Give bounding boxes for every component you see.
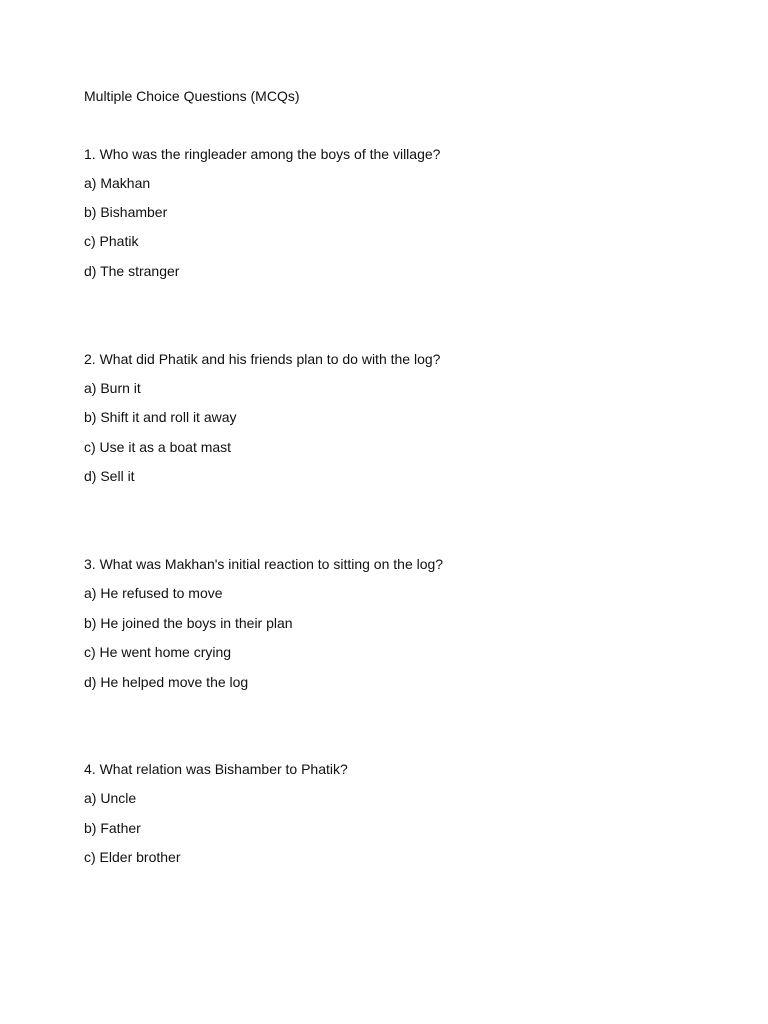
question-3-option-c: c) He went home crying xyxy=(84,644,232,660)
question-2-option-b: b) Shift it and roll it away xyxy=(84,409,237,425)
question-3-option-a: a) He refused to move xyxy=(84,585,223,601)
question-1-option-c: c) Phatik xyxy=(84,233,139,249)
question-4-option-c: c) Elder brother xyxy=(84,849,181,865)
document-title: Multiple Choice Questions (MCQs) xyxy=(84,88,300,104)
question-1-text: 1. Who was the ringleader among the boys of the village? xyxy=(84,146,441,162)
question-2-option-c: c) Use it as a boat mast xyxy=(84,439,232,455)
question-1-option-a: a) Makhan xyxy=(84,175,151,191)
question-2-text: 2. What did Phatik and his friends plan to do with the log? xyxy=(84,351,441,367)
question-3-option-b: b) He joined the boys in their plan xyxy=(84,615,293,631)
question-3-text: 3. What was Makhan's initial reaction to sitting on the log? xyxy=(84,556,444,572)
question-4-option-b: b) Father xyxy=(84,820,141,836)
question-2-option-d: d) Sell it xyxy=(84,468,135,484)
question-4-text: 4. What relation was Bishamber to Phatik? xyxy=(84,761,348,777)
question-4-option-a: a) Uncle xyxy=(84,790,137,806)
question-3-option-d: d) He helped move the log xyxy=(84,674,249,690)
question-1-option-b: b) Bishamber xyxy=(84,204,168,220)
question-1-option-d: d) The stranger xyxy=(84,263,180,279)
question-2-option-a: a) Burn it xyxy=(84,380,141,396)
